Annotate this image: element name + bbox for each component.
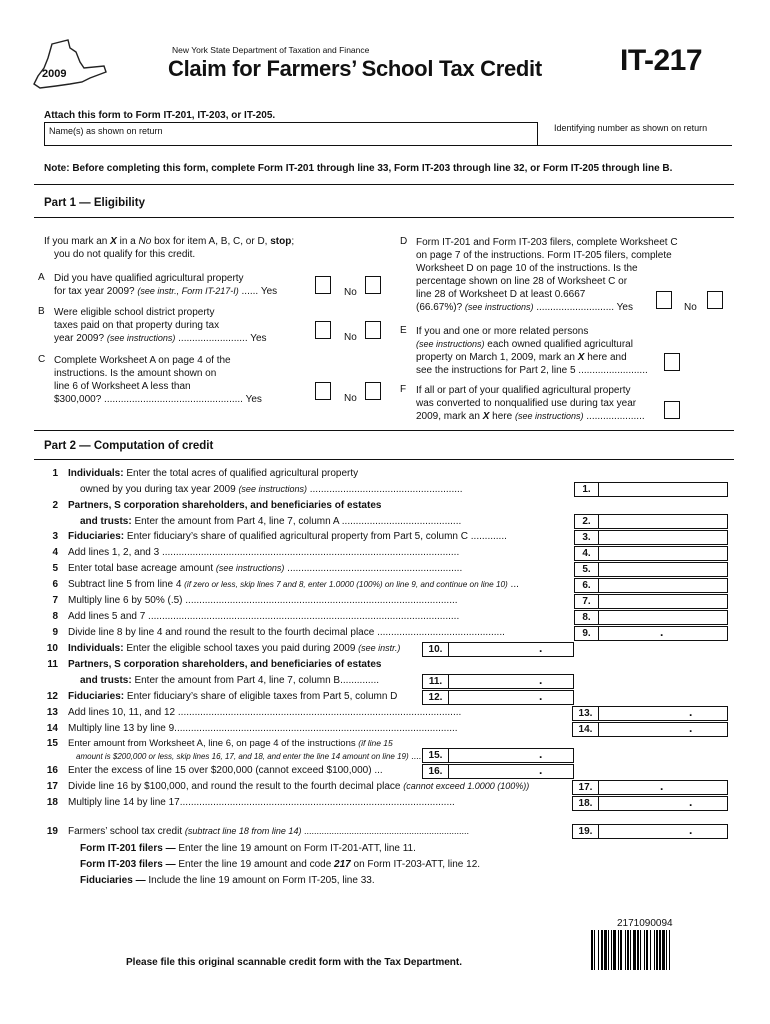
line-17-decimal: . (660, 779, 664, 793)
line-10-text: Individuals: Enter the eligible school taxes you paid during 2009 (see instr.) (68, 643, 401, 654)
agency-name: New York State Department of Taxation and Finance (172, 45, 370, 55)
line-12-label: 12. (422, 690, 448, 705)
barcode-bar (601, 930, 603, 970)
item-c-no-label: No (344, 393, 357, 404)
line-14-input[interactable] (598, 722, 728, 737)
item-b-no-checkbox[interactable] (365, 321, 381, 339)
divider (34, 459, 734, 460)
item-b-text: Were eligible school district property taxes paid on that property during tax year 2009? (see instructions) ......................... Yes (54, 307, 267, 344)
line-5-input[interactable] (598, 562, 728, 577)
line-14-text: Multiply line 13 by line 9...................................................................................................... (68, 723, 458, 734)
line-9-number: 9 (52, 627, 58, 638)
barcode-bar (662, 930, 665, 970)
barcode-bar (659, 930, 661, 970)
line-19-input[interactable] (598, 824, 728, 839)
line-12-input[interactable] (448, 690, 574, 705)
line-11-number: 11 (47, 659, 58, 670)
line-13-text: Add lines 10, 11, and 12 ...................................................................................................... (68, 707, 462, 718)
line-10-decimal: . (539, 641, 543, 655)
form-number: IT-217 (620, 44, 703, 77)
barcode-bar (591, 930, 593, 970)
line-13-number: 13 (46, 707, 58, 718)
barcode-bar (669, 930, 670, 970)
line-15-label: 15. (422, 748, 448, 763)
it203-instruction: Form IT-203 filers — Enter the line 19 amount and code 217 on Form IT-203-ATT, line 12. (80, 859, 481, 870)
item-c-text: Complete Worksheet A on page 4 of the instructions. Is the amount shown on line 6 of Worksheet A less than $300,000? .................................................. Yes (54, 355, 262, 405)
line-7-input[interactable] (598, 594, 728, 609)
barcode-bar (666, 930, 667, 970)
line-2-input[interactable] (598, 514, 728, 529)
line-5-text: Enter total base acreage amount (see instructions) ............................................................... (68, 563, 463, 574)
barcode-bar (608, 930, 609, 970)
line-1-text-2: owned by you during tax year 2009 (see instructions) ....................................................... (80, 484, 463, 495)
line-19-number: 19 (46, 826, 58, 837)
line-3-number: 3 (52, 531, 58, 542)
barcode-bar (644, 930, 645, 970)
item-d-yes-checkbox[interactable] (656, 291, 672, 309)
item-d-no-checkbox[interactable] (707, 291, 723, 309)
item-a-no-label: No (344, 287, 357, 298)
part1-title: Part 1 — Eligibility (44, 197, 145, 209)
it201-instruction: Form IT-201 filers — Enter the line 19 amount on Form IT-201-ATT, line 11. (80, 843, 416, 854)
line-10-label: 10. (422, 642, 448, 657)
divider (34, 184, 734, 185)
barcode-bar (654, 930, 655, 970)
line-11-text: Partners, S corporation shareholders, and beneficiaries of estates (68, 659, 382, 670)
line-15-number: 15 (46, 738, 58, 749)
line-16-number: 16 (46, 765, 58, 776)
barcode-bar (637, 930, 639, 970)
line-4-label: 4. (574, 546, 598, 561)
line-19-label: 19. (572, 824, 598, 839)
line-8-label: 8. (574, 610, 598, 625)
line-9-text: Divide line 8 by line 4 and round the result to the fourth decimal place .............................................. (68, 627, 505, 638)
line-2-text-2: and trusts: Enter the amount from Part 4, line 7, column A ........................................... (80, 516, 462, 527)
line-7-text: Multiply line 6 by 50% (.5) .................................................................................................. (68, 595, 458, 606)
line-16-text: Enter the excess of line 15 over $200,000 (cannot exceed $100,000) ... (68, 765, 383, 776)
line-8-number: 8 (52, 611, 58, 622)
barcode-bar (646, 930, 648, 970)
part1-intro: If you mark an X in a No box for item A, B, C, or D, stop; (44, 236, 295, 247)
line-3-input[interactable] (598, 530, 728, 545)
line-7-label: 7. (574, 594, 598, 609)
line-1-label: 1. (574, 482, 598, 497)
line-14-decimal: . (689, 721, 693, 735)
barcode-bar (613, 930, 616, 970)
item-c-letter: C (38, 354, 46, 365)
tax-year: 2009 (42, 68, 67, 80)
item-c-no-checkbox[interactable] (365, 382, 381, 400)
line-19-text: Farmers’ school tax credit (subtract line 18 from line 14) .................................................................. (68, 826, 469, 837)
line-4-input[interactable] (598, 546, 728, 561)
line-14-number: 14 (46, 723, 58, 734)
item-e-letter: E (400, 325, 407, 336)
divider (34, 217, 734, 218)
line-14-label: 14. (572, 722, 598, 737)
barcode-bar (594, 930, 595, 970)
line-15-text: Enter amount from Worksheet A, line 6, on page 4 of the instructions (if line 15 (68, 738, 393, 749)
line-1-input[interactable] (598, 482, 728, 497)
barcode-bar (627, 930, 629, 970)
line-18-input[interactable] (598, 796, 728, 811)
line-2-text: Partners, S corporation shareholders, and beneficiaries of estates (68, 500, 382, 511)
item-d-text: Form IT-201 and Form IT-203 filers, complete Worksheet C on page 7 of the instructions. Form IT-205 filers, complete Worksheet D on page 10 of the instructions. Is the percentage shown on line 28 of Worksheet C or line 28 of Worksheet D at least 0.6667 (66.67%)? (see instructions) ............................ Yes (416, 237, 678, 313)
line-16-decimal: . (539, 763, 543, 777)
line-10-input[interactable] (448, 642, 574, 657)
line-2-label: 2. (574, 514, 598, 529)
barcode-bar (611, 930, 612, 970)
line-18-label: 18. (572, 796, 598, 811)
divider (34, 430, 734, 431)
item-a-yes-checkbox[interactable] (315, 276, 331, 294)
line-13-decimal: . (689, 705, 693, 719)
item-c-yes-checkbox[interactable] (315, 382, 331, 400)
barcode-bar (640, 930, 641, 970)
line-18-decimal: . (689, 795, 693, 809)
id-number-field[interactable] (538, 122, 732, 146)
line-5-label: 5. (574, 562, 598, 577)
scan-code: 2171090094 (617, 918, 673, 929)
line-11-input[interactable] (448, 674, 574, 689)
line-6-input[interactable] (598, 578, 728, 593)
line-2-number: 2 (52, 500, 58, 511)
line-9-label: 9. (574, 626, 598, 641)
line-11-decimal: . (539, 673, 543, 687)
line-4-text: Add lines 1, 2, and 3 ........................................................................................................... (68, 547, 460, 558)
line-12-decimal: . (539, 689, 543, 703)
line-18-text: Multiply line 14 by line 17................................................................................................... (68, 797, 455, 808)
line-4-number: 4 (52, 547, 58, 558)
item-f-text: If all or part of your qualified agricultural property was converted to nonqualified use during tax year 2009, mark an X here (see instructions) ..................... (416, 385, 645, 422)
barcode-bar (620, 930, 622, 970)
line-10-number: 10 (46, 643, 58, 654)
item-f-checkbox[interactable] (664, 401, 680, 419)
item-f-letter: F (400, 384, 407, 395)
form-title: Claim for Farmers’ School Tax Credit (168, 56, 542, 81)
item-a-text: Did you have qualified agricultural property for tax year 2009? (see instr., Form IT-217-I) ...... Yes (54, 273, 278, 297)
item-a-no-checkbox[interactable] (365, 276, 381, 294)
line-15-decimal: . (539, 747, 543, 761)
item-d-letter: D (400, 236, 408, 247)
line-6-text: Subtract line 5 from line 4 (if zero or less, skip lines 7 and 8, enter 1.0000 (100%) on line 9, and continue on line 10) ... (68, 579, 519, 590)
fiduciary-instruction: Fiduciaries — Include the line 19 amount on Form IT-205, line 33. (80, 875, 375, 886)
barcode-bar (604, 930, 607, 970)
barcode-bar (656, 930, 658, 970)
barcode (590, 930, 722, 970)
line-1-number: 1 (52, 468, 58, 479)
line-3-text: Fiduciaries: Enter fiduciary’s share of qualified agricultural property from Part 5, column C ............. (68, 531, 507, 542)
line-18-number: 18 (46, 797, 58, 808)
name-field[interactable] (44, 122, 538, 146)
barcode-bar (598, 930, 599, 970)
part1-intro-2: you do not qualify for this credit. (54, 249, 196, 260)
line-17-text: Divide line 16 by $100,000, and round the result to the fourth decimal place (cannot exceed 1.0000 (100%)) (68, 781, 530, 792)
item-b-yes-checkbox[interactable] (315, 321, 331, 339)
line-6-label: 6. (574, 578, 598, 593)
footer-message: Please file this original scannable credit form with the Tax Department. (126, 957, 463, 968)
nys-map-logo (30, 38, 110, 90)
line-9-decimal: . (660, 625, 664, 639)
item-b-letter: B (38, 306, 45, 317)
line-8-text: Add lines 5 and 7 ................................................................................................................ (68, 611, 460, 622)
item-e-text: If you and one or more related persons (see instructions) each owned qualified agricultural property on March 1, 2009, mark an X here and see the instructions for Part 2, line 5 ......................... (416, 326, 648, 376)
line-11-label: 11. (422, 674, 448, 689)
barcode-bar (633, 930, 636, 970)
item-b-no-label: No (344, 332, 357, 343)
barcode-bar (618, 930, 619, 970)
item-d-no-label: No (684, 302, 697, 313)
line-5-number: 5 (52, 563, 58, 574)
line-8-input[interactable] (598, 610, 728, 625)
item-a-letter: A (38, 272, 45, 283)
attach-instruction: Attach this form to Form IT-201, IT-203, or IT-205. (44, 110, 276, 121)
line-12-number: 12 (46, 691, 58, 702)
line-17-label: 17. (572, 780, 598, 795)
line-11-text-2: and trusts: Enter the amount from Part 4, line 7, column B.............. (80, 675, 380, 686)
line-13-label: 13. (572, 706, 598, 721)
barcode-bar (625, 930, 626, 970)
part2-title: Part 2 — Computation of credit (44, 440, 214, 452)
line-1-text: Individuals: Enter the total acres of qualified agricultural property (68, 468, 359, 479)
line-12-text: Fiduciaries: Enter fiduciary’s share of eligible taxes from Part 5, column D (68, 691, 398, 702)
line-16-label: 16. (422, 764, 448, 779)
item-e-checkbox[interactable] (664, 353, 680, 371)
line-17-number: 17 (46, 781, 58, 792)
line-16-input[interactable] (448, 764, 574, 779)
name-field-label: Name(s) as shown on return (49, 126, 163, 136)
barcode-bar (630, 930, 631, 970)
line-15-text-2: amount is $200,000 or less, skip lines 16, 17, and 18, and enter the line 14 amount on line 19) .... (76, 751, 422, 761)
note-text: Note: Before completing this form, complete Form IT-201 through line 33, Form IT-203 through line 32, or Form IT-205 through line B. (44, 163, 673, 174)
line-13-input[interactable] (598, 706, 728, 721)
line-6-number: 6 (52, 579, 58, 590)
line-3-label: 3. (574, 530, 598, 545)
line-7-number: 7 (52, 595, 58, 606)
line-15-input[interactable] (448, 748, 574, 763)
barcode-bar (650, 930, 651, 970)
id-number-label: Identifying number as shown on return (554, 123, 708, 133)
line-19-decimal: . (689, 823, 693, 837)
